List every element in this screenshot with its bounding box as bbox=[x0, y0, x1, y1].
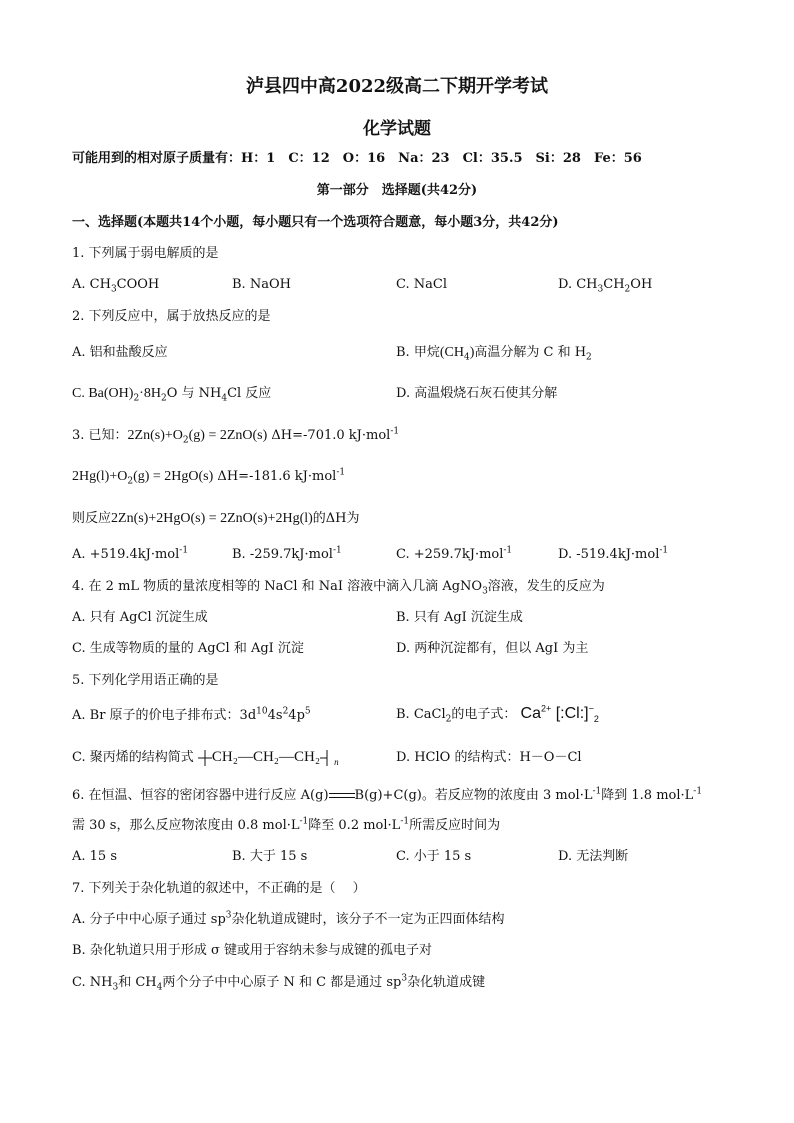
section-heading: 一、选择题(本题共14个小题，每小题只有一个选项符合题意，每小题3分，共42分) bbox=[72, 215, 559, 230]
question-2-option-d: D. 高温煅烧石灰石使其分解 bbox=[396, 386, 558, 401]
question-3-option-d: D. -519.4kJ·mol$^{-1}$ bbox=[558, 545, 669, 562]
question-1-option-d: D. $CH_3CH_2OH$ bbox=[558, 277, 653, 295]
question-7-stem: 7. 下列关于杂化轨道的叙述中，不正确的是（ ） bbox=[72, 881, 366, 896]
part-heading: 第一部分 选择题(共42分) bbox=[316, 183, 478, 198]
question-4-option-b: B. 只有 AgI 沉淀生成 bbox=[396, 610, 523, 625]
question-6-line-1: 6. 在恒温、恒容的密闭容器中进行反应 A(g) B(g)+C(g)。若反应物的浓度由 3 $mol\cdot L^{-1}$降到 1.8 $mol\cdot L^{-1}$ bbox=[72, 786, 703, 803]
question-7-option-b: B. 杂化轨道只用于形成 σ 键或用于容纳未参与成键的孤电子对 bbox=[72, 943, 432, 958]
question-5-option-d: D. HClO 的结构式：H－O－Cl bbox=[396, 750, 582, 765]
question-2-option-b: B. 甲烷$(CH_4)$高温分解为 C 和 $H_2$ bbox=[396, 345, 592, 363]
exam-subtitle: 化学试题 bbox=[363, 119, 431, 139]
equilibrium-arrow-icon bbox=[329, 792, 355, 800]
question-4-option-d: D. 两种沉淀都有，但以 AgI 为主 bbox=[396, 641, 589, 656]
question-7-option-c: C. $NH_3$和 $CH_4$两个分子中中心原子 N 和 C 都是通过 $sp^3$杂化轨道成键 bbox=[72, 973, 486, 993]
question-4-stem: 4. 在 2 mL 物质的量浓度相等的 NaCl 和 NaI 溶液中滴入几滴 AgNO$_3$溶液，发生的反应为 bbox=[72, 579, 605, 597]
question-5-stem: 5. 下列化学用语正确的是 bbox=[72, 673, 219, 688]
question-1-option-c: C. NaCl bbox=[396, 277, 447, 292]
question-2-option-a: A. 铝和盐酸反应 bbox=[72, 345, 168, 360]
question-6-option-b: B. 大于 15 s bbox=[232, 849, 308, 864]
question-6-option-a: A. 15 s bbox=[72, 849, 117, 864]
question-3-line-2: $2Hg(l)+O_2(g) = 2HgO(s)$ ΔH=-181.6 kJ·mol$^{-1}$ bbox=[72, 467, 346, 487]
bracket-left-icon bbox=[198, 749, 212, 767]
polypropylene-formula: CH₂—CH₂—CH₂ $_n$ bbox=[198, 749, 339, 765]
question-6-line-2: 需 30 s，那么反应物浓度由 0.8 $mol\cdot L^{-1}$降至 0.2 $mol\cdot L^{-1}$所需反应时间为 bbox=[72, 816, 501, 833]
question-3-option-c: C. +259.7kJ·mol$^{-1}$ bbox=[396, 545, 513, 562]
question-3-option-a: A. +519.4kJ·mol$^{-1}$ bbox=[72, 545, 189, 562]
question-3-line-1: 3. 已知：$2Zn(s)+O_2(g) = 2ZnO(s)$ ΔH=-701.0 kJ·mol$^{-1}$ bbox=[72, 426, 400, 446]
exam-title: 泸县四中高2022级高二下期开学考试 bbox=[245, 76, 549, 97]
question-7-option-a: A. 分子中中心原子通过 $sp^3$杂化轨道成键时，该分子不一定为正四面体结构 bbox=[72, 910, 505, 927]
question-6-option-c: C. 小于 15 s bbox=[396, 849, 472, 864]
question-5-option-b: B. CaCl$_2$的电子式： $Ca^{2+}$ $[:Cl:]^-_2$ bbox=[396, 703, 599, 725]
question-2-stem: 2. 下列反应中，属于放热反应的是 bbox=[72, 309, 271, 324]
atomic-mass-line: 可能用到的相对原子质量有：H：1 C：12 O：16 Na：23 Cl：35.5 Si：28 Fe：56 bbox=[72, 151, 642, 166]
question-5-option-a: A. Br 原子的价电子排布式：$3d^{10}4s^24p^5$ bbox=[72, 706, 311, 723]
question-4-option-a: A. 只有 AgCl 沉淀生成 bbox=[72, 610, 208, 625]
bracket-right-icon bbox=[320, 749, 334, 767]
question-6-option-d: D. 无法判断 bbox=[558, 849, 629, 864]
cacl2-electron-formula: $Ca^{2+}$ $[:Cl:]^-_2$ bbox=[520, 703, 599, 725]
question-3-option-b: B. -259.7kJ·mol$^{-1}$ bbox=[232, 545, 342, 562]
question-4-option-c: C. 生成等物质的量的 AgCl 和 AgI 沉淀 bbox=[72, 641, 304, 656]
question-5-option-c: C. 聚丙烯的结构简式 CH₂—CH₂—CH₂ $_n$ bbox=[72, 749, 339, 767]
question-1-option-b: B. NaOH bbox=[232, 277, 291, 292]
question-3-line-3: 则反应2Zn(s)+2HgO(s) = 2ZnO(s)+2Hg(l)的ΔH为 bbox=[72, 511, 360, 526]
question-1-stem: 1. 下列属于弱电解质的是 bbox=[72, 246, 219, 261]
question-2-option-c: C. $Ba(OH)_2\cdot 8H_2O$ 与 $NH_4Cl$ 反应 bbox=[72, 386, 272, 404]
question-1-option-a: A. $CH_3COOH$ bbox=[72, 277, 160, 295]
